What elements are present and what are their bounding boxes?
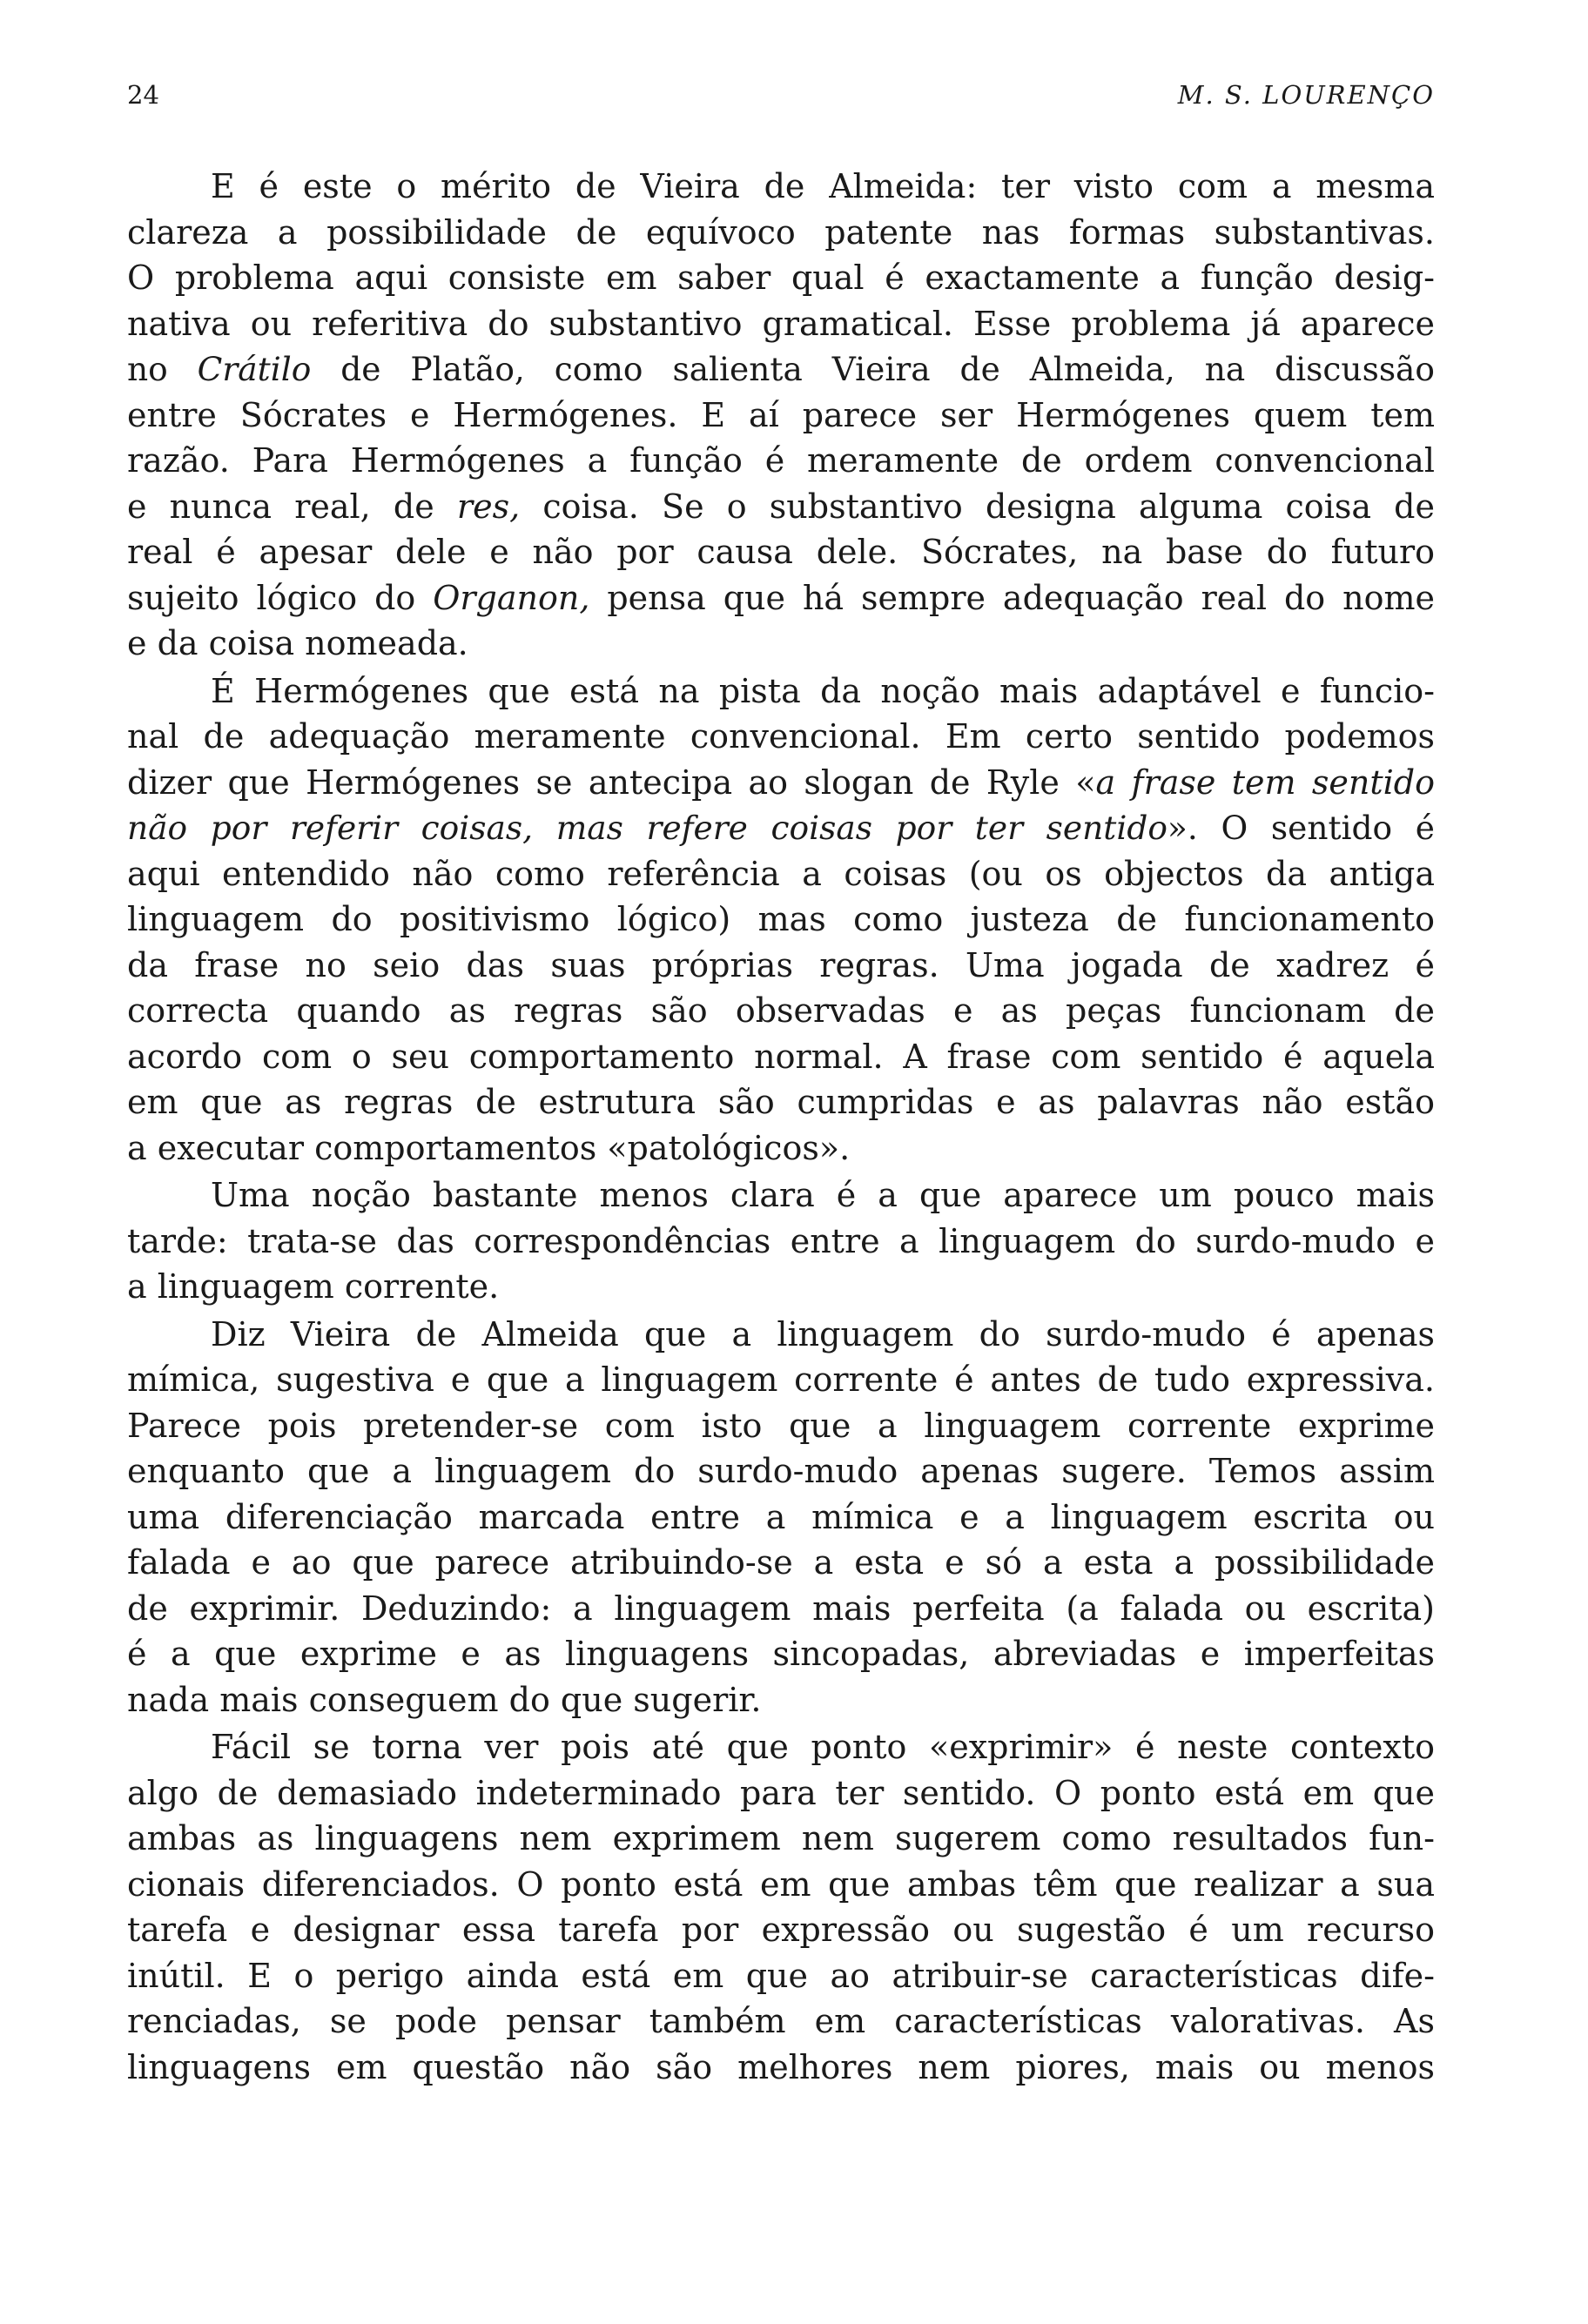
text-line <box>127 1219 1435 1265</box>
running-head-author: M. S. LOURENÇO <box>1177 80 1435 110</box>
text-line <box>127 1677 1435 1723</box>
text-line <box>127 1724 1435 1770</box>
text-line <box>127 714 1435 760</box>
text-run: e da coisa nomeada. <box>127 624 468 662</box>
text-line <box>127 943 1435 989</box>
text-run: E é este o mérito de Vieira de Almeida: ter visto com a mesma <box>211 167 1435 205</box>
text-run: nativa ou referitiva do substantivo gramatical. Esse problema já aparece <box>127 304 1435 343</box>
text-line <box>127 529 1435 575</box>
text-line <box>127 210 1435 256</box>
text-line <box>127 301 1435 347</box>
text-run: algo de demasiado indeterminado para ter sentido. O ponto está em que <box>127 1773 1435 1812</box>
text-run: a executar comportamentos «patológicos». <box>127 1128 851 1167</box>
text-run: nada mais conseguem do que sugerir. <box>127 1680 762 1719</box>
text-line <box>127 1862 1435 1908</box>
text-line <box>127 621 1435 667</box>
text-run: Uma noção bastante menos clara é a que aparece um pouco mais <box>211 1176 1435 1214</box>
text-run: linguagens em questão não são melhores nem piores, mais ou menos <box>127 2047 1435 2086</box>
text-run: em que as regras de estrutura são cumpridas e as palavras não estão <box>127 1083 1435 1121</box>
paragraph <box>127 1172 1435 1310</box>
italic-text: res, <box>456 487 521 526</box>
italic-text: a frase tem sentido <box>1095 762 1435 802</box>
text-run: enquanto que a linguagem do surdo-mudo apenas sugere. Temos assim <box>127 1452 1435 1490</box>
running-head <box>127 73 1435 117</box>
text-run: cionais diferenciados. O ponto está em que ambas têm que realizar a sua <box>127 1864 1435 1904</box>
text-run: a linguagem corrente. <box>127 1267 500 1306</box>
text-run: ». O sentido é <box>1167 809 1435 847</box>
text-line <box>127 1998 1435 2045</box>
text-line <box>127 988 1435 1034</box>
text-line <box>127 575 1435 621</box>
text-run: de Platão, como salienta Vieira de Almeida, na discussão <box>311 350 1435 388</box>
text-line <box>127 1172 1435 1219</box>
text-run: entre Sócrates e Hermógenes. E aí parece ser Hermógenes quem tem <box>127 395 1435 434</box>
text-line <box>127 164 1435 210</box>
text-run: renciadas, se pode pensar também em características valorativas. As <box>127 2002 1435 2040</box>
text-run: uma diferenciação marcada entre a mímica e a linguagem escrita ou <box>127 1497 1435 1536</box>
text-run: inútil. E o perigo ainda está em que ao atribuir-se características dife- <box>127 1956 1435 1995</box>
text-line <box>127 1770 1435 1817</box>
italic-text: Crátilo <box>197 350 312 388</box>
paragraph <box>127 1312 1435 1723</box>
text-line <box>127 805 1435 851</box>
paragraph <box>127 668 1435 1172</box>
text-line <box>127 1953 1435 1999</box>
text-line <box>127 1357 1435 1403</box>
text-line <box>127 1125 1435 1172</box>
paragraph <box>127 1724 1435 2090</box>
text-line <box>127 1540 1435 1586</box>
text-run: aqui entendido não como referência a coisas (ou os objectos da antiga <box>127 854 1435 893</box>
text-run: razão. Para Hermógenes a função é meramente de ordem convencional <box>127 441 1435 480</box>
text-run: acordo com o seu comportamento normal. A frase com sentido é aquela <box>127 1037 1435 1076</box>
text-run: mímica, sugestiva e que a linguagem corrente é antes de tudo expressiva. <box>127 1360 1435 1399</box>
text-run: pensa que há sempre adequação real do nome <box>589 578 1435 617</box>
text-run: Parece pois pretender-se com isto que a linguagem corrente exprime <box>127 1406 1435 1445</box>
text-line <box>127 393 1435 439</box>
text-line <box>127 760 1435 806</box>
text-run: falada e ao que parece atribuindo-se a esta e só a esta a possibilidade <box>127 1543 1435 1582</box>
text-line <box>127 1586 1435 1632</box>
text-run: ambas as linguagens nem exprimem nem sugerem como resultados fun- <box>127 1819 1435 1857</box>
text-line <box>127 1403 1435 1449</box>
text-line <box>127 1034 1435 1080</box>
text-line <box>127 2045 1435 2091</box>
text-run: e nunca real, de <box>127 487 457 526</box>
text-run: Fácil se torna ver pois até que ponto «exprimir» é neste contexto <box>211 1728 1435 1766</box>
text-run: tarefa e designar essa tarefa por expressão ou sugestão é um recurso <box>127 1911 1435 1949</box>
text-line <box>127 255 1435 301</box>
body-text <box>127 164 1435 2090</box>
text-line <box>127 1907 1435 1953</box>
text-line <box>127 1816 1435 1862</box>
text-line <box>127 1079 1435 1125</box>
text-line <box>127 346 1435 393</box>
text-run: correcta quando as regras são observadas e as peças funcionam de <box>127 991 1435 1030</box>
text-line <box>127 1494 1435 1541</box>
text-run: nal de adequação meramente convencional. Em certo sentido podemos <box>127 717 1435 756</box>
text-run: da frase no seio das suas próprias regras. Uma jogada de xadrez é <box>127 945 1435 984</box>
text-line <box>127 1448 1435 1494</box>
text-line <box>127 1631 1435 1677</box>
text-line <box>127 851 1435 897</box>
page-number: 24 <box>127 80 159 110</box>
text-run: clareza a possibilidade de equívoco patente nas formas substantivas. <box>127 212 1435 252</box>
paragraph <box>127 164 1435 667</box>
text-run: no <box>127 350 198 388</box>
text-run: dizer que Hermógenes se antecipa ao slogan de Ryle « <box>127 762 1096 802</box>
text-run: O problema aqui consiste em saber qual é exactamente a função desig- <box>127 259 1435 297</box>
text-line <box>127 1312 1435 1358</box>
text-run: real é apesar dele e não por causa dele. Sócrates, na base do futuro <box>127 533 1435 571</box>
text-run: linguagem do positivismo lógico) mas como justeza de funcionamento <box>127 900 1435 938</box>
text-run: coisa. Se o substantivo designa alguma coisa de <box>520 487 1435 526</box>
text-run: Diz Vieira de Almeida que a linguagem do surdo-mudo é apenas <box>211 1314 1435 1353</box>
text-line <box>127 897 1435 943</box>
text-line <box>127 1264 1435 1310</box>
text-run: É Hermógenes que está na pista da noção mais adaptável e funcio- <box>211 671 1435 710</box>
text-run: sujeito lógico do <box>127 578 434 617</box>
text-run: de exprimir. Deduzindo: a linguagem mais perfeita (a falada ou escrita) <box>127 1589 1435 1628</box>
italic-text: Organon, <box>433 578 590 617</box>
italic-text: não por referir coisas, mas refere coisas por ter sentido <box>127 809 1167 847</box>
text-line <box>127 668 1435 715</box>
text-run: é a que exprime e as linguagens sincopadas, abreviadas e imperfeitas <box>127 1635 1435 1673</box>
text-line <box>127 484 1435 530</box>
text-run: tarde: trata-se das correspondências entre a linguagem do surdo-mudo e <box>127 1221 1435 1260</box>
text-line <box>127 438 1435 484</box>
